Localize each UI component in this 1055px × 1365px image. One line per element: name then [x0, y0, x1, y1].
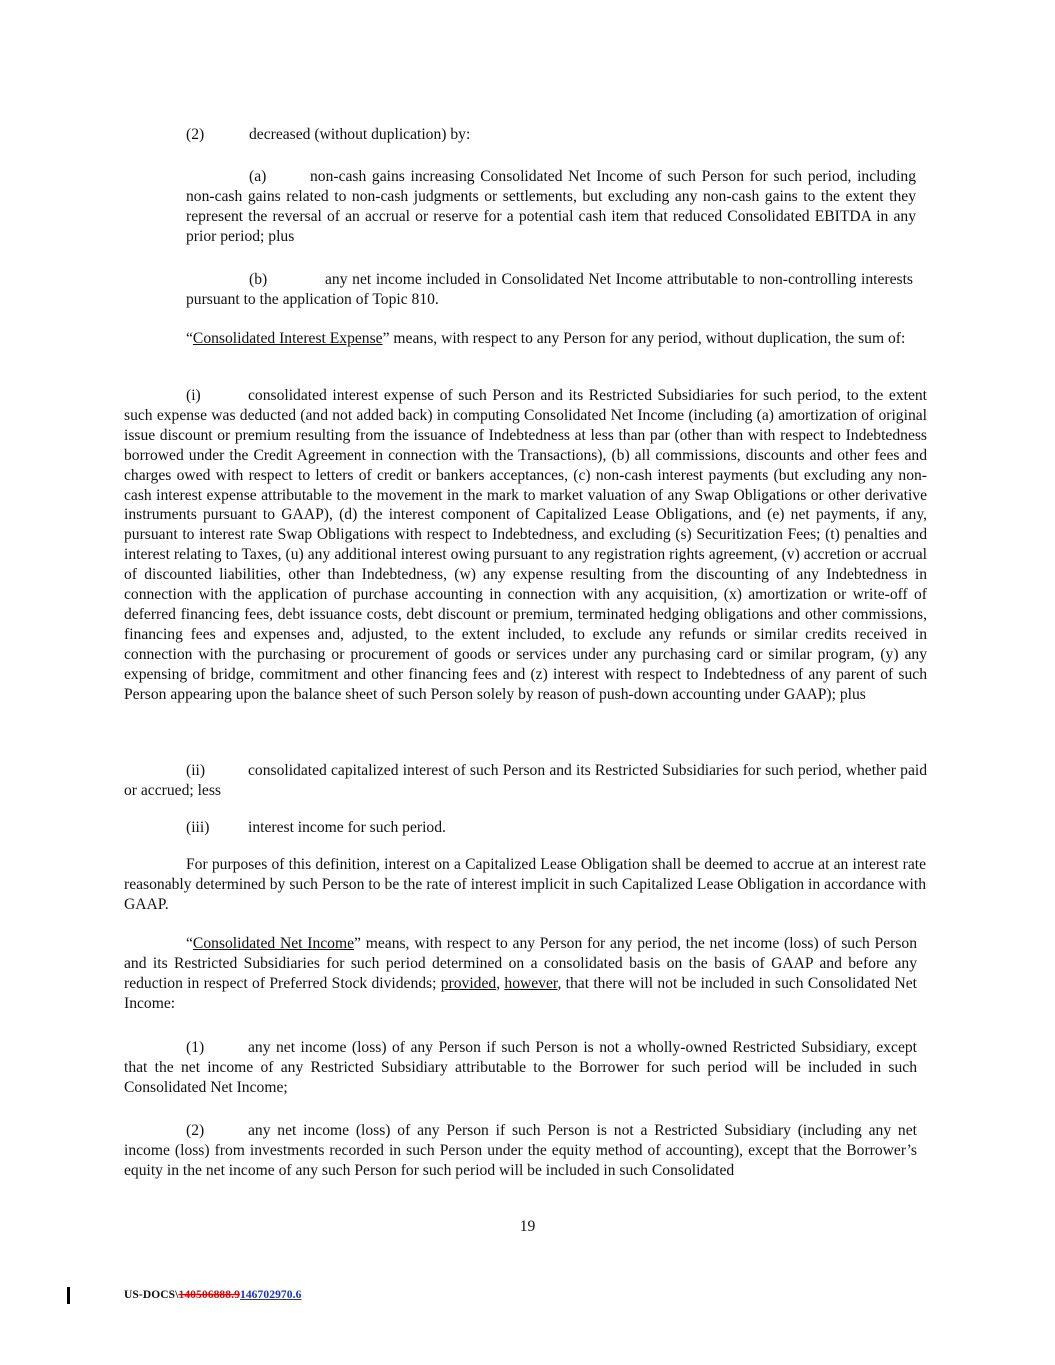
- open-quote: “: [186, 330, 193, 347]
- clause-text: decreased (without duplication) by:: [249, 126, 471, 143]
- clause-a-non-cash-gains: [186, 167, 916, 247]
- purposes-paragraph: [124, 855, 926, 915]
- clause-number: (ii): [186, 762, 206, 779]
- open-quote: “: [186, 935, 193, 952]
- defined-term: Consolidated Net Income: [192, 935, 355, 952]
- clause-iii-interest-income: [186, 818, 926, 838]
- doc-id-prefix: US-DOCS\: [124, 1289, 179, 1301]
- definition-consolidated-interest-expense: [124, 329, 928, 349]
- comma: ,: [496, 974, 505, 992]
- clause-text: any net income (loss) of any Person if such Person is not a wholly-owned Restricted Subsidiary, except that the net income of any Restricted Subsidiary attributable to the Borrower for such period will be included in such Consolidated Net Income;: [124, 1039, 917, 1096]
- paragraph-text: For purposes of this definition, interest on a Capitalized Lease Obligation shall be deemed to accrue at an interest rate reasonably determined by such Person to be the rate of interest implicit in such Capitalized Lease Obligation in accordance with GAAP.: [124, 856, 926, 913]
- clause-number: (a): [249, 168, 267, 185]
- clause-text: interest income for such period.: [248, 819, 446, 836]
- doc-id-inserted: 146702970.6: [239, 1289, 302, 1301]
- however-term: however: [504, 974, 558, 992]
- clause-text: consolidated interest expense of such Person and its Restricted Subsidiaries for such period, to the extent such expense was deducted (and not added back) in computing Consolidated Net Income (including (a) amortization of original issue discount or premium resulting from the issuance of Indebtedness at less than par (other than with respect to Indebtedness borrowed under the Credit Agreement in connection with the Transactions), (b) all commissions, discounts and other fees and charges owed with respect to letters of credit or bankers acceptances, (c) non-cash interest payments (but excluding any non-cash interest expense attributable to the movement in the mark to market valuation of any Swap Obligations or other derivative instruments pursuant to GAAP), (d) the interest component of Capitalized Lease Obligations, and (e) net payments, if any, pursuant to interest rate Swap Obligations with respect to Indebtedness, and excluding (s) Securitization Fees; (t) penalties and interest relating to Taxes, (u) any additional interest owing pursuant to any registration rights agreement, (v) accretion or accrual of discounted liabilities, other than Indebtedness, (w) any expense resulting from the discounting of any Indebtedness in connection with the application of purchase accounting in connection with any acquisition, (x) amortization or write-off of deferred financing fees, debt issuance costs, debt discount or premium, terminated hedging obligations and other commissions, financing fees and expenses and, adjusted, to the extent included, to exclude any refunds or similar credits received in connection with the purchasing or procurement of goods or services under any purchasing card or similar program, (y) any expensing of bridge, commitment and other financing fees and (z) interest with respect to Indebtedness of any parent of such Person appearing upon the balance sheet of such Person solely by reason of push-down accounting under GAAP); plus: [124, 387, 927, 703]
- defined-term: Consolidated Interest Expense: [192, 330, 383, 347]
- revision-change-bar: [67, 1287, 70, 1304]
- clause-i-interest-expense: [124, 386, 927, 705]
- definition-consolidated-net-income: [124, 934, 917, 1014]
- clause-number: (iii): [186, 819, 210, 836]
- definition-text: ” means, with respect to any Person for any period, the net income (loss) of such Person and its Restricted Subsidiaries for such period determined on a consolidated basis on the basis of GAAP and before any reduction in respect of Preferred Stock dividends;: [124, 935, 918, 992]
- clause-number: (1): [186, 1039, 205, 1056]
- clause-number: (2): [186, 1122, 205, 1139]
- clause-2-decreased: [186, 125, 916, 145]
- definition-text: ” means, with respect to any Person for any period, without duplication, the sum of:: [382, 330, 906, 347]
- clause-text: consolidated capitalized interest of such Person and its Restricted Subsidiaries for such period, whether paid or accrued; less: [124, 762, 927, 799]
- clause-b-net-income: [186, 270, 913, 310]
- page-number: 19: [519, 1218, 536, 1235]
- clause-2-restricted-subsidiary: [124, 1121, 917, 1181]
- clause-number: (b): [249, 271, 268, 288]
- clause-text: any net income included in Consolidated Net Income attributable to non-controlling interests pursuant to the application of Topic 810.: [186, 271, 913, 308]
- clause-number: (i): [186, 387, 201, 404]
- clause-number: (2): [186, 126, 205, 143]
- clause-1-wholly-owned: [124, 1038, 917, 1098]
- provided-term: provided: [440, 974, 497, 992]
- definition-text-end: , that there will not be included in such Consolidated Net Income:: [124, 974, 918, 1012]
- doc-id-deleted: 140506888.9: [178, 1289, 240, 1301]
- clause-text: any net income (loss) of any Person if such Person is not a Restricted Subsidiary (including any net income (loss) from investments recorded in such Person under the equity method of accounting), except that the Borrower’s equity in the net income of any such Person for such period will be included in such Consolidated: [124, 1122, 917, 1179]
- document-id: [124, 1289, 301, 1301]
- clause-text: non-cash gains increasing Consolidated Net Income of such Person for such period, including non-cash gains related to non-cash judgments or settlements, but excluding any non-cash gains to the extent they represent the reversal of an accrual or reserve for a potential cash item that reduced Consolidated EBITDA in any prior period; plus: [186, 168, 916, 245]
- clause-ii-capitalized-interest: [124, 761, 927, 801]
